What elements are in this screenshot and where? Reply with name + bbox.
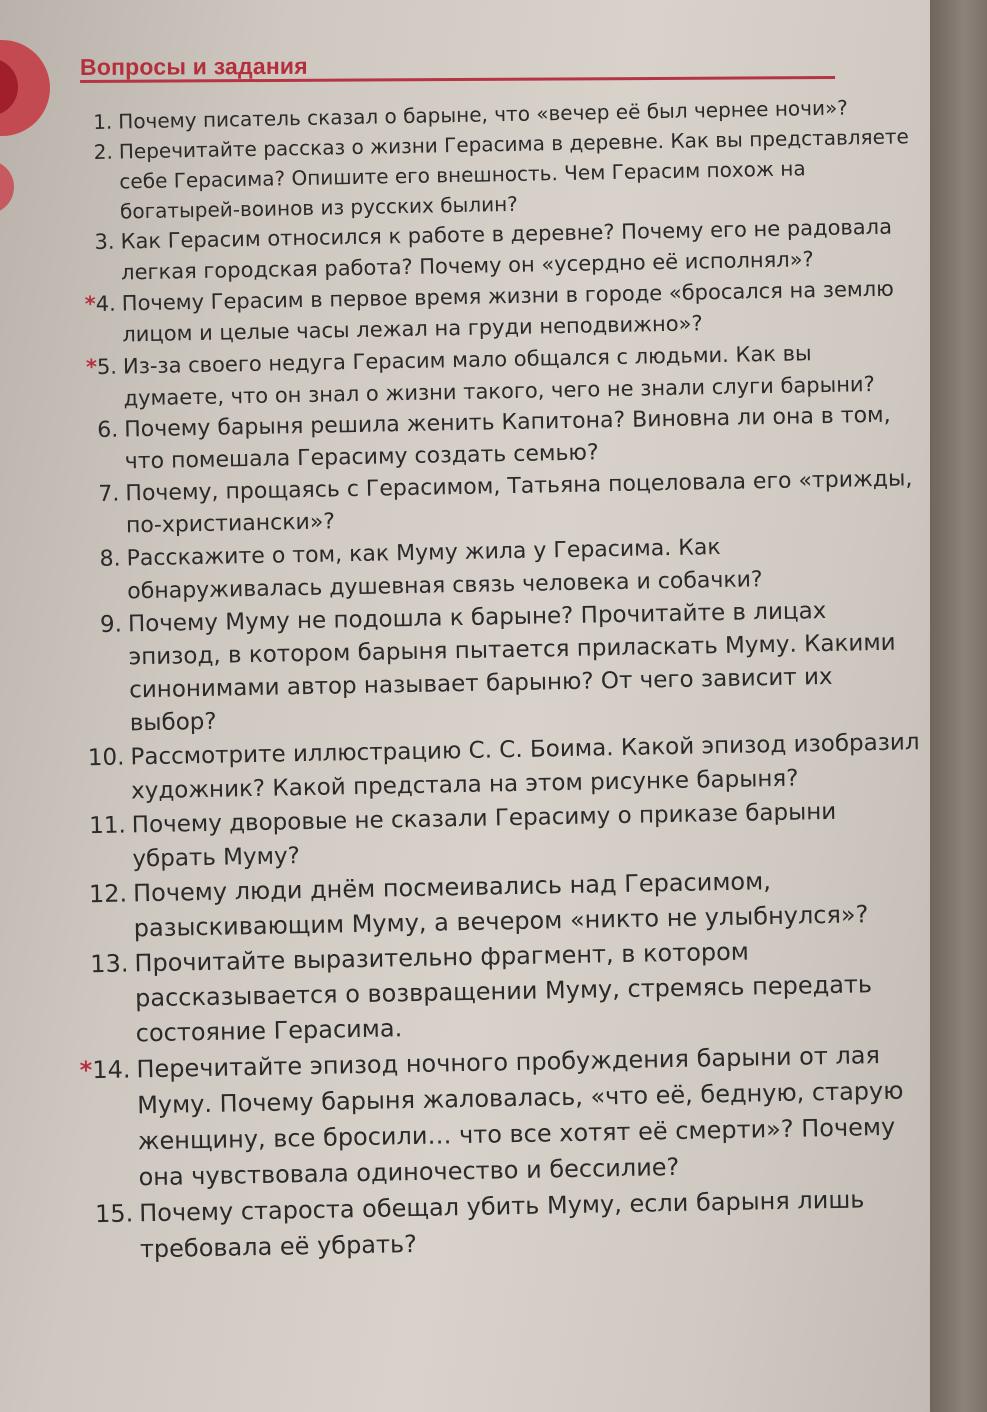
question-text: Почему Муму не подошла к барыне? Прочитайте в лицах эпизод, в котором барыня пытается приласкать Муму. Какими синонимами автор называет барыню? От чего зависит их выбор? <box>127 598 896 737</box>
question-number: 12. <box>88 879 128 909</box>
question-text: Почему писатель сказал о барыне, что «вечер её был чернее ночи»? <box>118 95 849 134</box>
question-text: Почему, прощаясь с Герасимом, Татьяна поцеловала его «трижды, по-христиански»? <box>125 466 913 539</box>
star-icon: * <box>79 1056 93 1085</box>
question-number: 2. <box>93 139 114 164</box>
question-item <box>58 1036 931 1197</box>
star-icon: * <box>84 291 96 317</box>
question-number: 10. <box>87 744 125 772</box>
question-number: 13. <box>90 949 129 979</box>
question-number: 8. <box>99 546 121 572</box>
question-text: Прочитайте выразительно фрагмент, в котором рассказывается о возвращении Муму, стремясь передать состояние Герасима. <box>134 937 873 1048</box>
question-number: *4. <box>84 291 116 317</box>
question-text: Из-за своего недуга Герасим мало общался с людьми. Как вы думаете, что он знал о жизни такого, чего не знали слуги барыни? <box>122 341 875 411</box>
question-number: *14. <box>79 1055 131 1085</box>
question-number: 1. <box>92 109 113 134</box>
question-number: 9. <box>99 611 123 638</box>
question-text: Почему староста обещал убить Муму, если барыня лишь требовала её убрать? <box>138 1185 865 1264</box>
section-header <box>80 50 835 90</box>
question-number: 15. <box>94 1199 134 1229</box>
question-text: Почему Герасим в первое время жизни в городе «бросался на землю лицом и целые часы лежал на груди неподвижно»? <box>121 276 895 347</box>
question-text: Как Герасим относился к работе в деревне? Почему его не радовала легкая городская работа? Почему он «усердно её исполнял»? <box>120 214 893 285</box>
question-number: *5. <box>85 354 118 380</box>
questions-list <box>40 91 932 1268</box>
star-icon: * <box>85 354 98 380</box>
question-item <box>61 1180 932 1269</box>
question-text: Почему дворовые не сказали Герасиму о приказе барыни убрать Муму? <box>131 798 837 873</box>
question-text: Рассмотрите иллюстрацию С. С. Боима. Какой эпизод изобразил художник? Какой предстала на этом рисунке барыня? <box>130 729 920 805</box>
question-text: Почему барыня решила женить Капитона? Виновна ли она в том, что помешала Герасиму создать семью? <box>123 402 891 475</box>
question-text: Почему люди днём посмеивались над Герасимом, разыскивающим Муму, а вечером «никто не улыбнулся»? <box>132 867 869 943</box>
question-number: 11. <box>88 812 127 840</box>
question-number: 6. <box>96 417 119 443</box>
question-item <box>56 931 928 1053</box>
question-text: Расскажите о том, как Муму жила у Герасима. Как обнаруживалась душевная связь человека и собачки? <box>126 535 763 605</box>
book-edge-background <box>930 0 987 1412</box>
question-number: 7. <box>98 481 120 507</box>
question-text: Перечитайте эпизод ночного пробуждения барыни от лая Муму. Почему барыня жаловалась, «что её, бедную, старую женщину, все бросили… что все хотят её смерти»? Почему она чувствовала одиночество и бессилие? <box>136 1041 904 1192</box>
question-item <box>50 593 922 742</box>
section-title: Вопросы и задания <box>79 52 308 80</box>
question-text: Перечитайте рассказ о жизни Герасима в деревне. Как вы представляете себе Герасима? Опишите его внешность. Чем Герасим похож на богатырей-воинов из русских былин? <box>118 124 910 224</box>
question-item <box>41 121 913 228</box>
question-number: 3. <box>94 229 115 254</box>
section-marker-tab <box>0 160 14 214</box>
